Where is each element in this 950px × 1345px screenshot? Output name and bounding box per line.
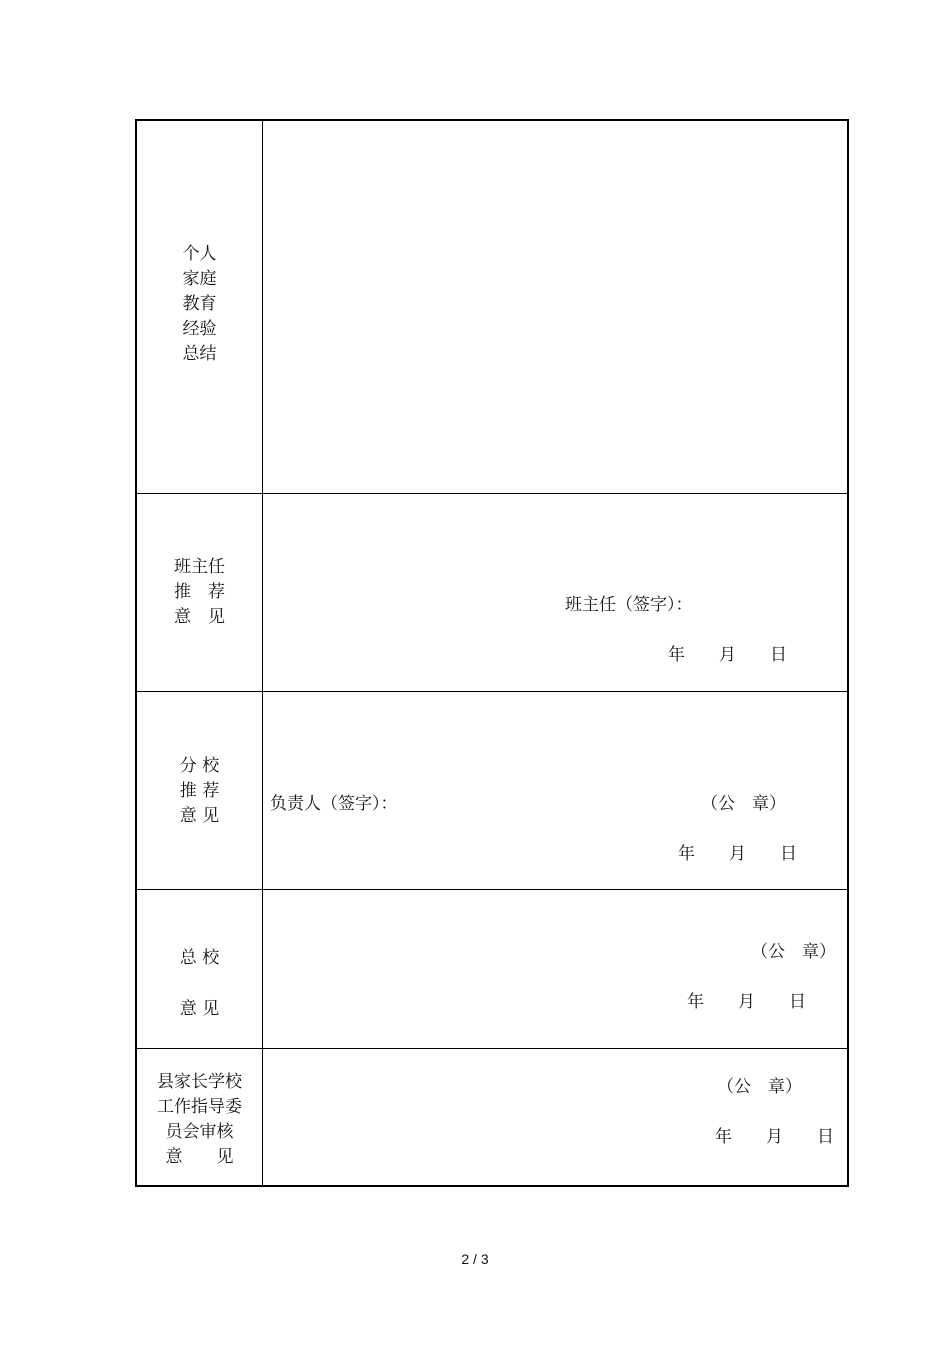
row-county-committee-review xyxy=(137,1049,847,1185)
row-label-county-committee-review xyxy=(137,1070,262,1170)
label-line: 工作指导委 xyxy=(157,1097,242,1117)
teacher-date-label: 年 月 日 xyxy=(668,645,787,665)
label-line: 教育 xyxy=(182,294,217,314)
branch-date-label: 年 月 日 xyxy=(678,844,797,864)
row-teacher-recommendation xyxy=(137,494,847,691)
row-head-school-opinion xyxy=(137,890,847,1048)
row-experience-summary xyxy=(137,121,847,493)
label-line: 意 见 xyxy=(174,607,225,627)
teacher-signature-label: 班主任（签字）： xyxy=(565,595,693,615)
row-label-branch-recommendation xyxy=(137,754,262,829)
label-line: 意 见 xyxy=(179,999,220,1019)
row-branch-recommendation xyxy=(137,692,847,889)
experience-summary-field[interactable] xyxy=(263,121,847,493)
label-line: 总结 xyxy=(182,344,217,364)
label-line: 总 校 xyxy=(179,948,220,968)
label-line: 个人 xyxy=(182,244,217,264)
label-line: 班主任 xyxy=(174,557,225,577)
branch-seal-label: （公 章） xyxy=(701,794,786,814)
page-number: 2 / 3 xyxy=(461,1251,489,1267)
county-seal-label: （公 章） xyxy=(717,1077,802,1097)
label-line: 县家长学校 xyxy=(157,1072,242,1092)
recommendation-form-table xyxy=(135,119,849,1187)
label-line: 员会审核 xyxy=(165,1122,234,1142)
head-school-seal-label: （公 章） xyxy=(751,942,836,962)
branch-signature-label: 负责人（签字）： xyxy=(270,794,398,814)
county-date-label: 年 月 日 xyxy=(715,1127,834,1147)
head-school-date-label: 年 月 日 xyxy=(687,992,806,1012)
label-line: 分 校 xyxy=(179,756,220,776)
label-line: 推 荐 xyxy=(179,781,220,801)
label-line: 推 荐 xyxy=(174,582,225,602)
row-label-experience-summary xyxy=(137,242,262,367)
label-line: 意 见 xyxy=(165,1147,234,1167)
label-line: 家庭 xyxy=(182,269,217,289)
label-line: 经验 xyxy=(182,319,217,339)
label-line: 意 见 xyxy=(179,806,220,826)
row-label-teacher-recommendation xyxy=(137,555,262,630)
row-label-head-school-opinion xyxy=(137,933,262,1035)
